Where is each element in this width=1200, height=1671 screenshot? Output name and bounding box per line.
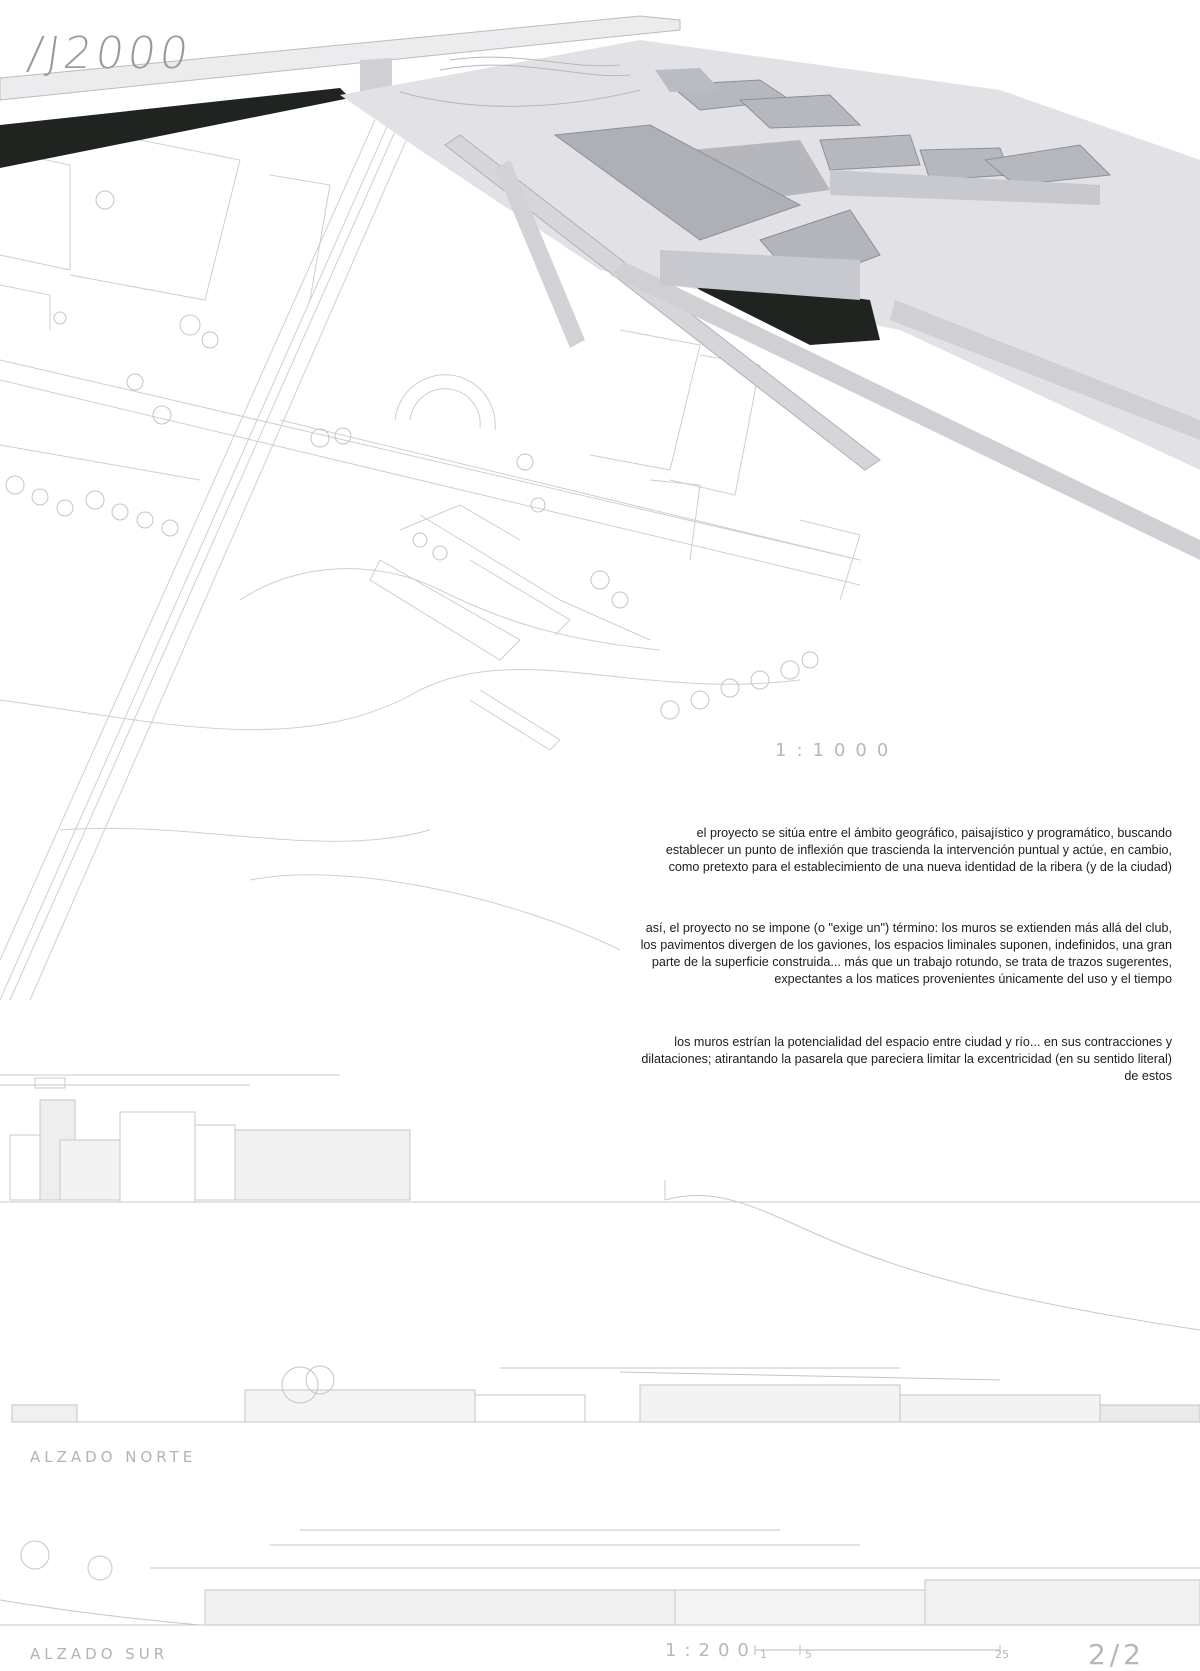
elevation-scale-label: 1:200: [665, 1640, 757, 1661]
project-description-paragraph-1: el proyecto se sitúa entre el ámbito geográfico, paisajístico y programático, buscando establecer un punto de inflexión que trascienda la intervención puntual y actúe, en cambio, como pretexto para el establecimiento de una nueva identidad de la ribera (y de la ciudad): [665, 826, 1172, 874]
south-elevation: [0, 1530, 1200, 1625]
section-drawing: [0, 1075, 1200, 1330]
south-elevation-label: ALZADO SUR: [30, 1645, 169, 1663]
scale-tick-25: 25: [995, 1648, 1009, 1661]
project-description-paragraph-2: así, el proyecto no se impone (o "exige un") término: los muros se extienden más allá del club, los pavimentos divergen de los gaviones, los espacios liminales suponen, indefinidos, una gran parte de la superficie construida... más que un trabajo rotundo, se trata de trazos sugerentes, expectantes a los matices provenientes únicamente del uso y el tiempo: [640, 921, 1172, 986]
scale-tick-1: 1: [760, 1648, 767, 1661]
north-elevation-label: ALZADO NORTE: [30, 1448, 197, 1466]
project-title: /J2000: [24, 28, 196, 79]
plan-scale-label: 1:1000: [775, 740, 899, 761]
scale-tick-5: 5: [805, 1648, 812, 1661]
north-elevation: [12, 1366, 1200, 1422]
project-description-paragraph-3: los muros estrían la potencialidad del espacio entre ciudad y río... en sus contracciones y dilataciones; atirantando la pasarela que pareciera limitar la excentricidad (en su sentido literal) de estos: [641, 1035, 1172, 1083]
page-number: 2/2: [1087, 1638, 1145, 1671]
